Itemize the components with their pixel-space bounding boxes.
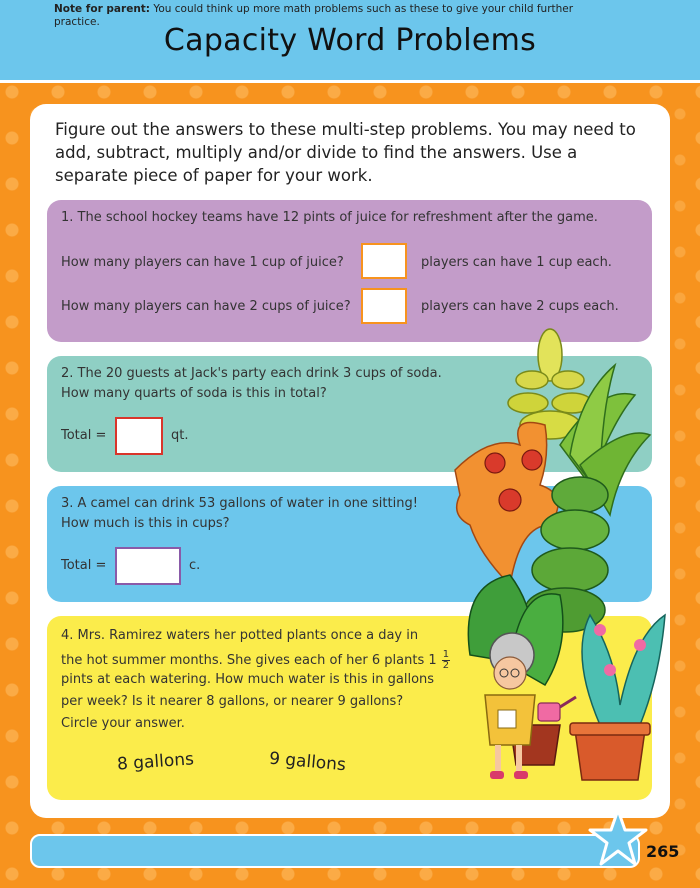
problem-3-line-1: 3. A camel can drink 53 gallons of water in one sitting! xyxy=(61,496,418,511)
flower-pot-icon xyxy=(575,730,645,780)
fraction-numerator: 1 xyxy=(442,649,450,660)
problem-1-question-1: How many players can have 1 cup of juice? xyxy=(61,255,344,270)
problem-3-total-label: Total = xyxy=(61,558,107,573)
parent-note-label: Note for parent: xyxy=(54,3,151,15)
problem-2-total-label: Total = xyxy=(61,428,107,443)
parent-note-body: You could think up more math problems such as these to give your child further practice. xyxy=(54,3,574,28)
problem-4-line-2 xyxy=(61,650,450,671)
page-title: Capacity Word Problems xyxy=(163,22,537,58)
problem-2-answer-input[interactable] xyxy=(115,417,163,455)
option-9-gallons[interactable]: 9 gallons xyxy=(268,748,347,776)
problem-1-answer-1-input[interactable] xyxy=(361,243,407,279)
problem-3-answer-input[interactable] xyxy=(115,547,181,585)
parent-note-text xyxy=(54,3,574,29)
problem-1-answer-2-suffix: players can have 2 cups each. xyxy=(421,299,619,314)
problem-3-line-2: How much is this in cups? xyxy=(61,516,230,531)
problem-3-unit: c. xyxy=(189,558,201,573)
potted-plants-illustration xyxy=(450,325,680,795)
problem-1-box xyxy=(47,200,652,342)
problem-4-line-5: Circle your answer. xyxy=(61,716,185,731)
problem-4-line-3: pints at each watering. How much water is this in gallons xyxy=(61,672,435,687)
problem-1-answer-1-suffix: players can have 1 cup each. xyxy=(421,255,612,270)
teal-succulent-plant-icon xyxy=(582,615,665,725)
parent-note-bar xyxy=(30,834,640,868)
problem-1-text: 1. The school hockey teams have 12 pints of juice for refreshment after the game. xyxy=(61,210,598,225)
page-number: 265 xyxy=(646,842,680,861)
problem-2-unit: qt. xyxy=(171,428,189,443)
star-icon xyxy=(588,808,648,868)
problem-1-question-2: How many players can have 2 cups of juice? xyxy=(61,299,351,314)
problem-2-line-2: How many quarts of soda is this in total? xyxy=(61,386,327,401)
option-8-gallons[interactable]: 8 gallons xyxy=(116,749,195,775)
problem-4-line-1: 4. Mrs. Ramirez waters her potted plants once a day in xyxy=(61,628,419,643)
problem-4-line-2-text: the hot summer months. She gives each of her 6 plants 1 xyxy=(61,653,437,668)
fraction-denominator: 2 xyxy=(442,660,450,671)
fraction-one-half xyxy=(442,650,450,671)
intro-text: Figure out the answers to these multi-step problems. You may need to add, subtract, multiply and/or divide to find the answers. Use a separate piece of paper for your work. xyxy=(55,120,636,185)
problem-4-line-4: per week? Is it nearer 8 gallons, or nearer 9 gallons? xyxy=(61,694,404,709)
problem-1-answer-2-input[interactable] xyxy=(361,288,407,324)
problem-2-line-1: 2. The 20 guests at Jack's party each drink 3 cups of soda. xyxy=(61,366,442,381)
